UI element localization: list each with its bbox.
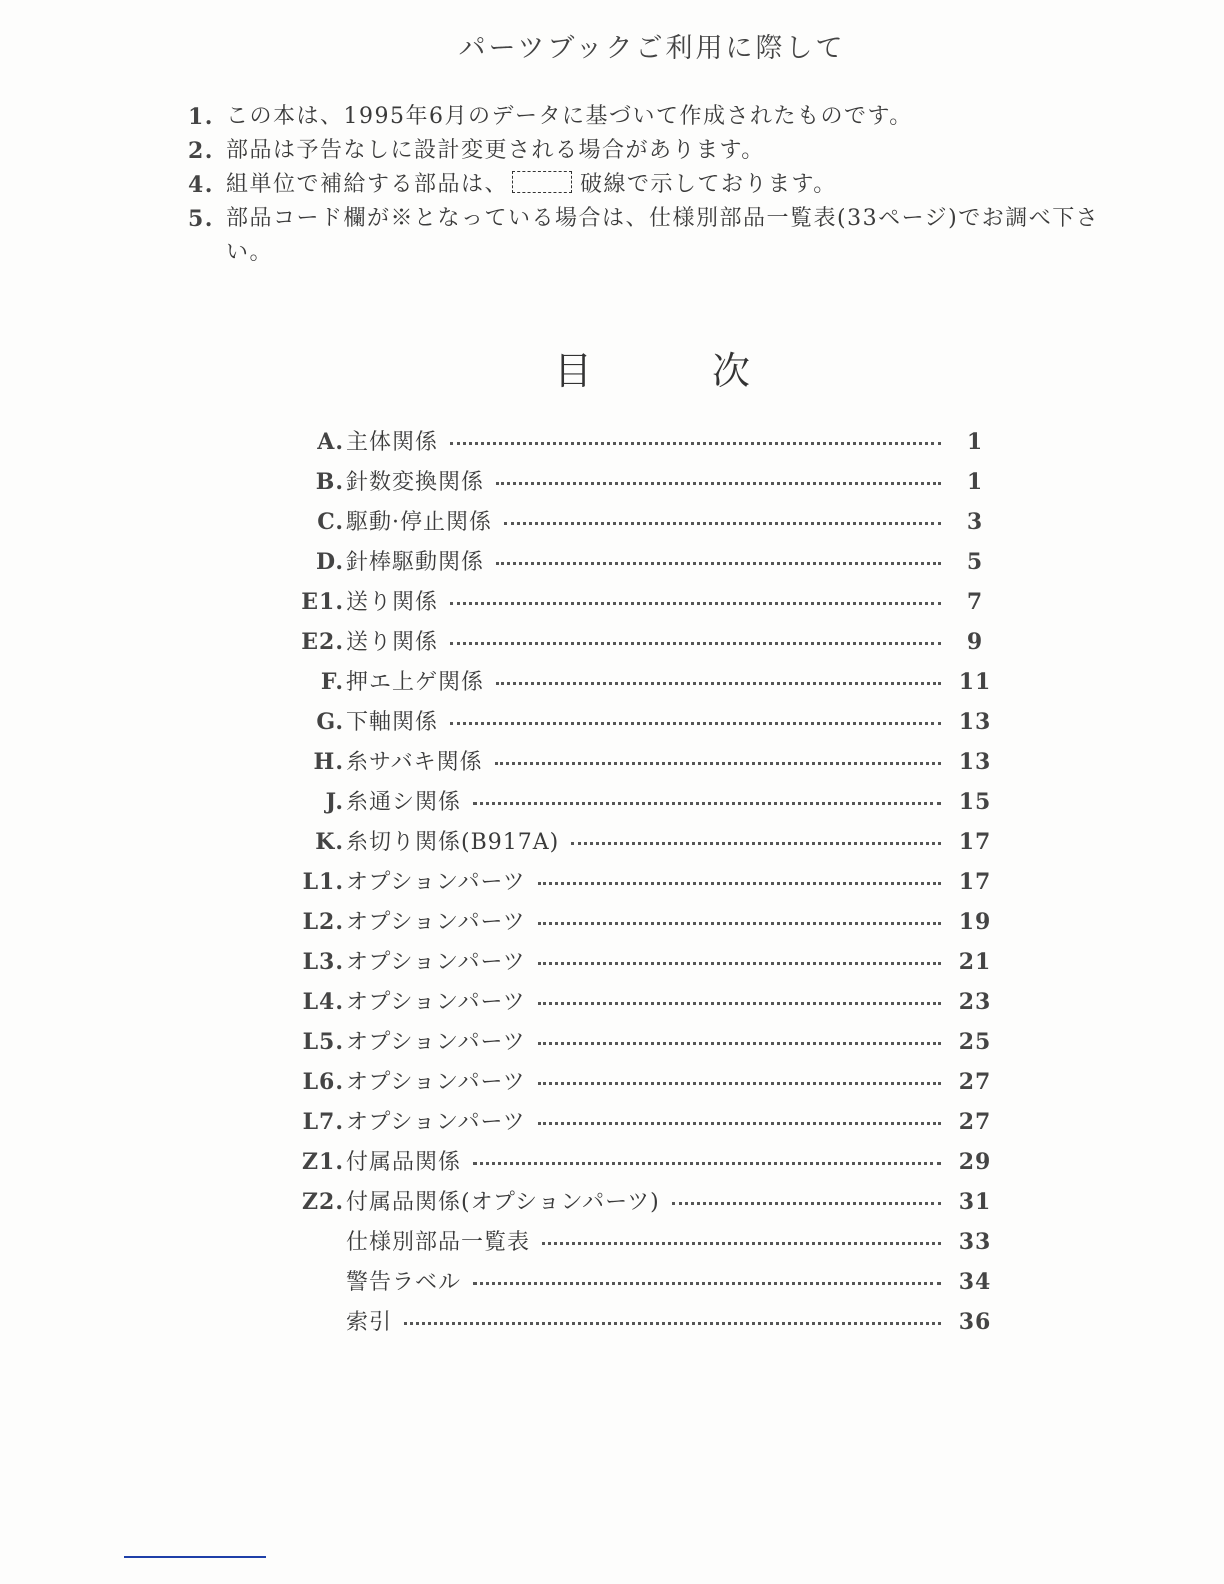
toc-heading-char: 目 bbox=[553, 349, 592, 393]
toc-section-code: L2. bbox=[302, 909, 344, 935]
toc-row[interactable] bbox=[290, 985, 995, 1025]
toc-row[interactable] bbox=[290, 745, 995, 785]
toc-section-label: 駆動·停止関係 bbox=[346, 510, 492, 535]
note-text-before: 組単位で補給する部品は、 bbox=[226, 172, 509, 197]
toc-page-number: 1 bbox=[966, 469, 984, 495]
toc-section-code: L5. bbox=[302, 1029, 344, 1055]
toc-page-number: 15 bbox=[958, 789, 992, 815]
toc-row[interactable] bbox=[290, 785, 995, 825]
toc-row[interactable] bbox=[290, 465, 995, 505]
toc-row[interactable] bbox=[290, 585, 995, 625]
note-number: 2. bbox=[188, 138, 214, 164]
dot-leader bbox=[496, 482, 941, 485]
toc-page-number: 27 bbox=[958, 1069, 992, 1095]
toc-heading bbox=[0, 340, 1224, 395]
toc-page-number: 23 bbox=[958, 989, 992, 1015]
dot-leader bbox=[496, 562, 941, 565]
dot-leader bbox=[473, 1162, 941, 1165]
toc-row[interactable] bbox=[290, 1225, 995, 1265]
toc-page-number: 13 bbox=[958, 709, 992, 735]
dot-leader bbox=[495, 762, 941, 765]
toc-section-label: 下軸関係 bbox=[346, 710, 439, 735]
toc-row[interactable] bbox=[290, 825, 995, 865]
toc-section-label: 糸サバキ関係 bbox=[346, 750, 483, 775]
toc-page-number: 31 bbox=[958, 1189, 992, 1215]
note-item bbox=[188, 100, 1138, 134]
toc-page-number: 1 bbox=[966, 429, 984, 455]
toc-section-label: オプションパーツ bbox=[346, 870, 526, 895]
toc-row[interactable] bbox=[290, 945, 995, 985]
toc-section-label: 警告ラベル bbox=[346, 1270, 462, 1295]
toc-row[interactable] bbox=[290, 505, 995, 545]
toc-row[interactable] bbox=[290, 905, 995, 945]
note-number: 5. bbox=[188, 206, 214, 232]
toc-section-code: E2. bbox=[301, 629, 344, 655]
note-text: この本は、1995年6月のデータに基づいて作成されたものです。 bbox=[226, 104, 913, 129]
toc-row[interactable] bbox=[290, 1145, 995, 1185]
note-number: 4. bbox=[188, 172, 214, 198]
toc-page-number: 11 bbox=[958, 669, 992, 695]
toc-section-code: Z2. bbox=[301, 1189, 344, 1215]
toc-section-code: F. bbox=[320, 669, 344, 695]
toc-page-number: 33 bbox=[958, 1229, 992, 1255]
toc-section-code: H. bbox=[313, 749, 344, 775]
toc-section-label: 索引 bbox=[346, 1310, 393, 1335]
toc-page-number: 25 bbox=[958, 1029, 992, 1055]
toc-section-label: 送り関係 bbox=[346, 590, 439, 615]
toc-section-label: オプションパーツ bbox=[346, 910, 526, 935]
toc-row[interactable] bbox=[290, 425, 995, 465]
toc-row[interactable] bbox=[290, 665, 995, 705]
toc-page-number: 3 bbox=[966, 509, 984, 535]
toc-page-number: 27 bbox=[958, 1109, 992, 1135]
dot-leader bbox=[473, 802, 941, 805]
footer-rule bbox=[124, 1556, 266, 1558]
note-text: 部品コード欄が※となっている場合は、仕様別部品一覧表(33ページ)でお調べ下さい。 bbox=[226, 206, 1100, 265]
toc-section-code: L1. bbox=[302, 869, 344, 895]
table-of-contents bbox=[290, 425, 995, 1345]
toc-section-code: B. bbox=[315, 469, 344, 495]
toc-section-code: L3. bbox=[302, 949, 344, 975]
usage-notes bbox=[188, 100, 1138, 270]
dot-leader bbox=[473, 1282, 941, 1285]
dot-leader bbox=[538, 922, 941, 925]
dot-leader bbox=[450, 442, 941, 445]
dot-leader bbox=[542, 1242, 941, 1245]
dot-leader bbox=[504, 522, 941, 525]
toc-section-code: Z1. bbox=[301, 1149, 344, 1175]
toc-section-code: C. bbox=[317, 509, 344, 535]
dot-leader bbox=[450, 642, 941, 645]
toc-section-label: オプションパーツ bbox=[346, 950, 526, 975]
dot-leader bbox=[538, 1122, 941, 1125]
dot-leader bbox=[404, 1322, 941, 1325]
toc-row[interactable] bbox=[290, 1265, 995, 1305]
page-title: パーツブックご利用に際して bbox=[458, 33, 846, 64]
toc-section-code: A. bbox=[317, 429, 344, 455]
dot-leader bbox=[496, 682, 941, 685]
toc-page-number: 29 bbox=[958, 1149, 992, 1175]
toc-row[interactable] bbox=[290, 1305, 995, 1345]
note-number: 1. bbox=[188, 104, 214, 130]
toc-page-number: 34 bbox=[958, 1269, 992, 1295]
dot-leader bbox=[538, 1042, 941, 1045]
toc-section-code: L7. bbox=[302, 1109, 344, 1135]
dashed-box-icon bbox=[512, 171, 572, 193]
toc-section-code: J. bbox=[325, 789, 344, 815]
dot-leader bbox=[571, 842, 941, 845]
toc-section-label: 送り関係 bbox=[346, 630, 439, 655]
toc-section-code: K. bbox=[315, 829, 344, 855]
toc-page-number: 21 bbox=[958, 949, 992, 975]
toc-section-label: 主体関係 bbox=[346, 430, 439, 455]
note-item bbox=[188, 168, 1138, 202]
toc-row[interactable] bbox=[290, 1185, 995, 1225]
toc-row[interactable] bbox=[290, 545, 995, 585]
dot-leader bbox=[538, 1002, 941, 1005]
toc-section-label: 糸通シ関係 bbox=[346, 790, 462, 815]
note-item bbox=[188, 134, 1138, 168]
note-item bbox=[188, 202, 1138, 270]
toc-row[interactable] bbox=[290, 1025, 995, 1065]
toc-section-label: 押エ上ゲ関係 bbox=[346, 670, 485, 695]
toc-section-label: オプションパーツ bbox=[346, 1070, 526, 1095]
toc-page-number: 17 bbox=[958, 869, 992, 895]
dot-leader bbox=[538, 882, 941, 885]
toc-page-number: 7 bbox=[966, 589, 984, 615]
toc-section-label: 針数変換関係 bbox=[346, 470, 485, 495]
toc-row[interactable] bbox=[290, 625, 995, 665]
toc-page-number: 13 bbox=[958, 749, 992, 775]
toc-section-label: 糸切り関係(B917A) bbox=[346, 830, 560, 855]
toc-section-label: 付属品関係 bbox=[346, 1150, 462, 1175]
toc-section-code: L4. bbox=[302, 989, 344, 1015]
toc-page-number: 9 bbox=[966, 629, 984, 655]
toc-row[interactable] bbox=[290, 705, 995, 745]
toc-row[interactable] bbox=[290, 1105, 995, 1145]
toc-section-label: オプションパーツ bbox=[346, 1030, 526, 1055]
dot-leader bbox=[672, 1202, 941, 1205]
dot-leader bbox=[538, 962, 941, 965]
toc-section-label: 仕様別部品一覧表 bbox=[346, 1230, 531, 1255]
note-text-after: 破線で示しております。 bbox=[580, 172, 837, 197]
toc-section-code: G. bbox=[316, 709, 344, 735]
toc-row[interactable] bbox=[290, 865, 995, 905]
toc-section-code: D. bbox=[316, 549, 344, 575]
toc-row[interactable] bbox=[290, 1065, 995, 1105]
toc-section-code: E1. bbox=[301, 589, 344, 615]
toc-page-number: 17 bbox=[958, 829, 992, 855]
toc-section-label: 付属品関係(オプションパーツ) bbox=[346, 1190, 660, 1215]
toc-section-label: オプションパーツ bbox=[346, 1110, 526, 1135]
dot-leader bbox=[450, 602, 941, 605]
toc-section-label: 針棒駆動関係 bbox=[346, 550, 485, 575]
note-text bbox=[226, 168, 1138, 202]
toc-heading-char: 次 bbox=[712, 349, 751, 393]
toc-section-code: L6. bbox=[302, 1069, 344, 1095]
toc-page-number: 19 bbox=[958, 909, 992, 935]
note-text: 部品は予告なしに設計変更される場合があります。 bbox=[226, 138, 765, 163]
toc-page-number: 5 bbox=[966, 549, 984, 575]
dot-leader bbox=[450, 722, 941, 725]
toc-page-number: 36 bbox=[958, 1309, 992, 1335]
toc-section-label: オプションパーツ bbox=[346, 990, 526, 1015]
dot-leader bbox=[538, 1082, 941, 1085]
